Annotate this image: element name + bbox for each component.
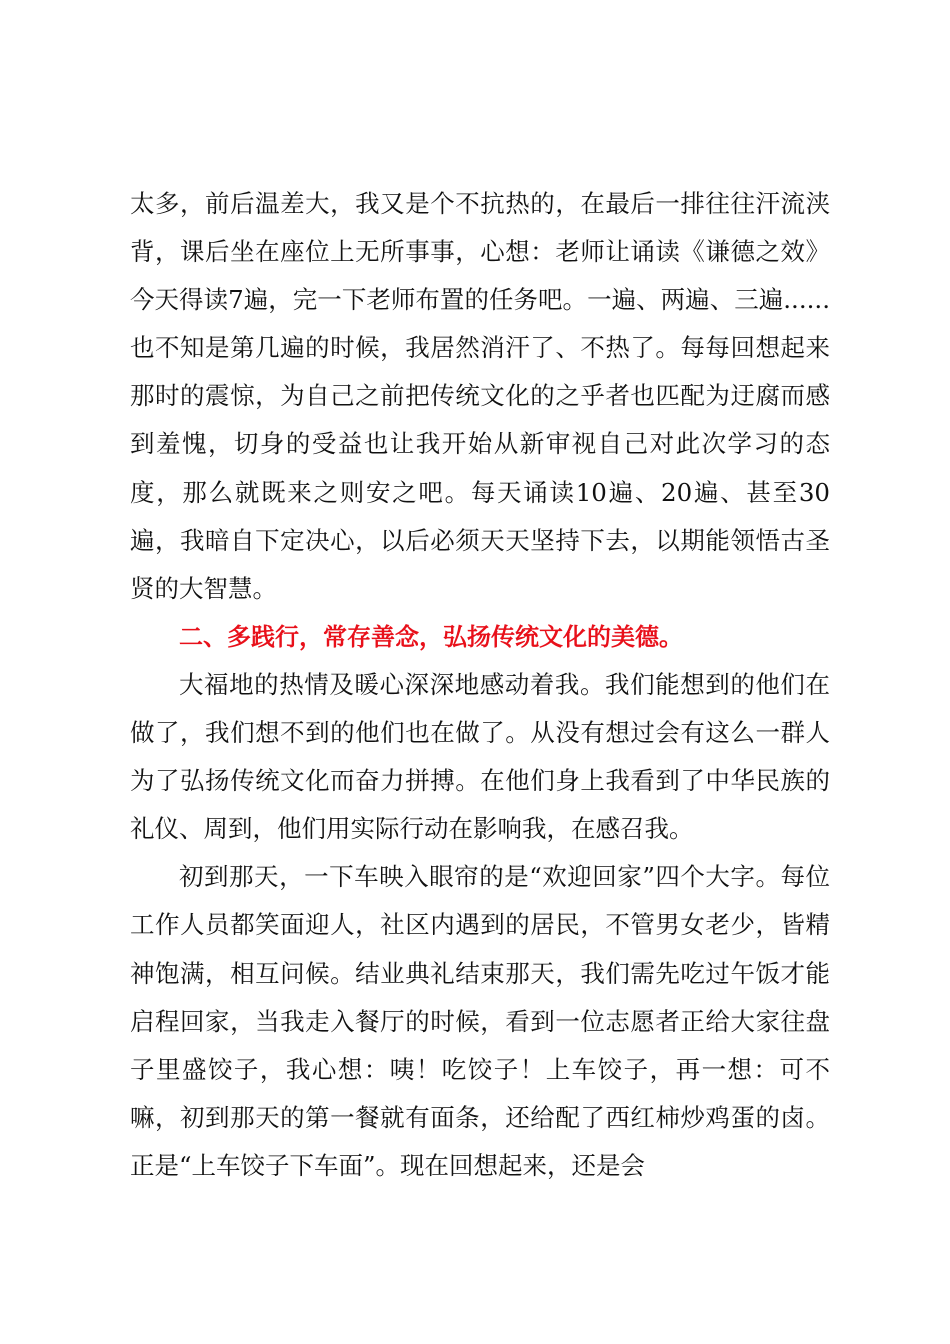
section-heading: 二、多践行，常存善念，弘扬传统文化的美德。 [179, 622, 683, 651]
paragraph-continued: 太多，前后温差大，我又是个不抗热的，在最后一排往往汗流浃背，课后坐在座位上无所事事，心想：老师让诵读《谦德之效》今天得读7遍，完一下老师布置的任务吧。一遍、两遍、三遍......也不知是第几遍的时候，我居然消汗了、不热了。每每回想起来那时的震惊，为自己之前把传统文化的之乎者也匹配为迂腐而感到羞愧，切身的受益也让我开始从新审视自己对此次学习的态度，那么就既来之则安之吧。每天诵读10遍、20遍、甚至30遍，我暗自下定决心，以后必须天天坚持下去，以期能领悟古圣贤的大智慧。 [130, 189, 830, 603]
paragraph: 初到那天，一下车映入眼帘的是“欢迎回家”四个大字。每位工作人员都笑面迎人，社区内遇到的居民，不管男女老少，皆精神饱满，相互问候。结业典礼结束那天，我们需先吃过午饭才能启程回家，当我走入餐厅的时候，看到一位志愿者正给大家往盘子里盛饺子，我心想：咦！吃饺子！上车饺子，再一想：可不嘛，初到那天的第一餐就有面条，还给配了西红柿炒鸡蛋的卤。正是“上车饺子下车面”。现在回想起来，还是会 [130, 862, 830, 1180]
paragraph: 大福地的热情及暖心深深地感动着我。我们能想到的他们在做了，我们想不到的他们也在做了。从没有想过会有这么一群人为了弘扬传统文化而奋力拼搏。在他们身上我看到了中华民族的礼仪、周到，他们用实际行动在影响我，在感召我。 [130, 669, 830, 844]
document-body [130, 180, 830, 1190]
